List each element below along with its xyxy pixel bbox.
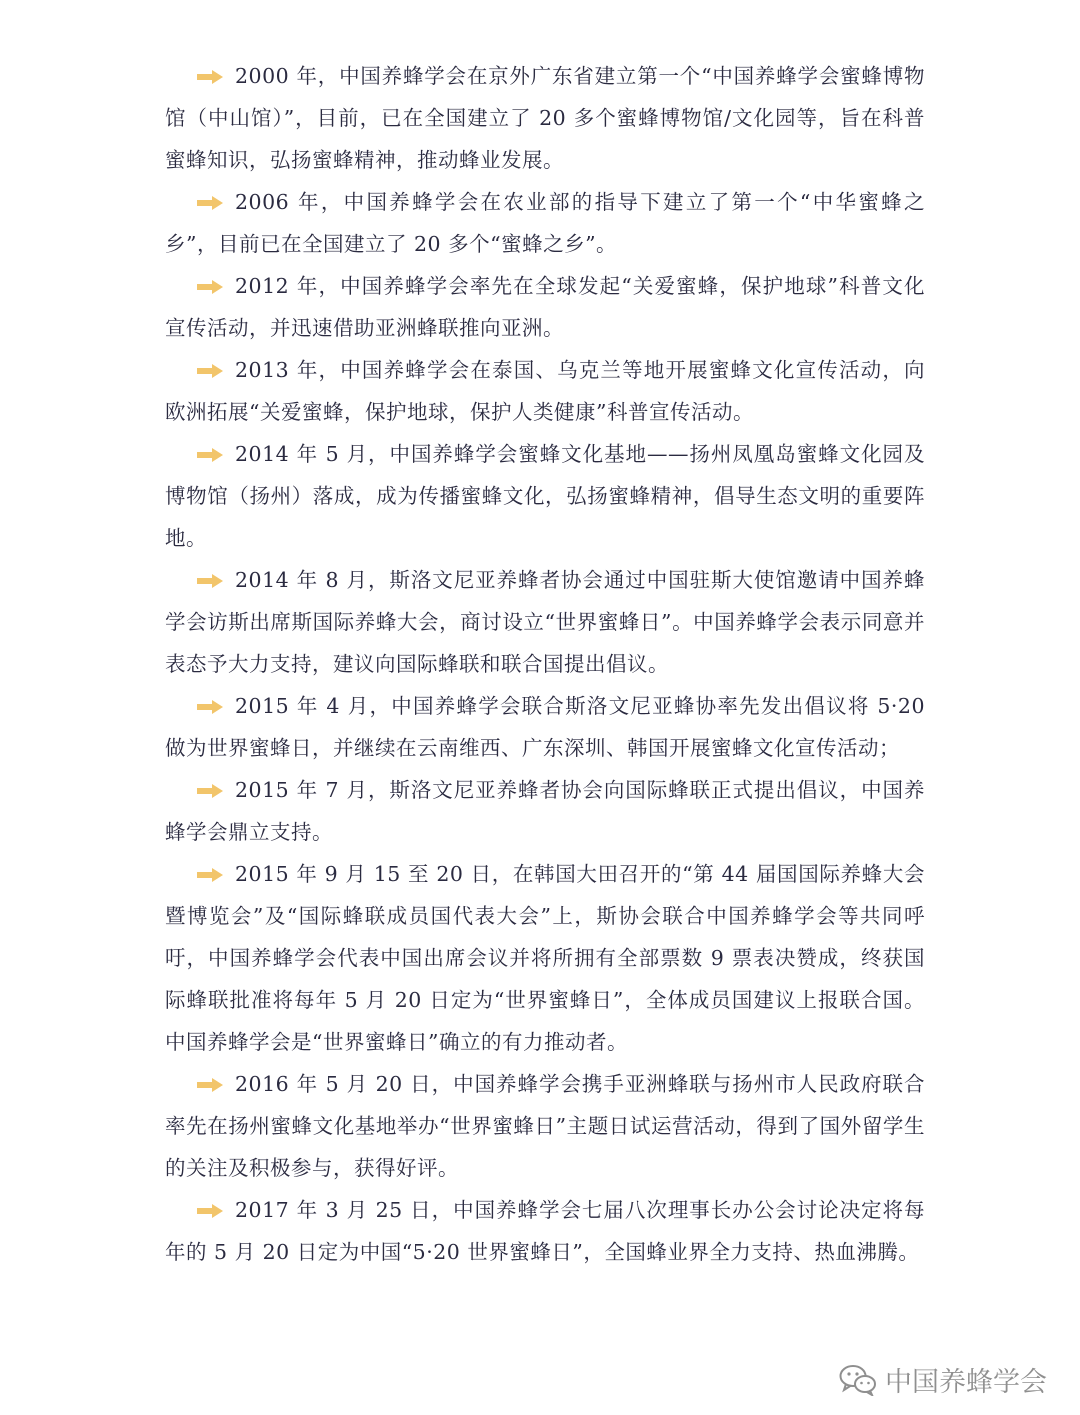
right-arrow-icon <box>197 364 223 378</box>
right-arrow-icon <box>197 196 223 210</box>
watermark <box>839 1360 1047 1399</box>
paragraph-text: 2015 年 9 月 15 至 20 日，在韩国大田召开的“第 44 届国国际养蜂大会暨博览会”及“国际蜂联成员国代表大会”上，斯协会联合中国养蜂学会等共同呼吁，中国养蜂学会代表中国出席会议并将所拥有全部票数 9 票表决赞成，终获国际蜂联批准将每年 5 月 20 日定为“世界蜜蜂日”，全体成员国建议上报联合国。中国养蜂学会是“世界蜜蜂日”确立的有力推动者。 <box>165 862 925 1054</box>
right-arrow-icon <box>197 1078 223 1092</box>
timeline-paragraph <box>165 181 925 265</box>
right-arrow-icon <box>197 1204 223 1218</box>
right-arrow-icon <box>197 574 223 588</box>
timeline-paragraph <box>165 433 925 559</box>
timeline-paragraph <box>165 55 925 181</box>
timeline-paragraph <box>165 349 925 433</box>
timeline-paragraph <box>165 769 925 853</box>
timeline-paragraph <box>165 1189 925 1273</box>
wechat-icon <box>839 1364 877 1396</box>
document-body <box>165 55 925 1273</box>
right-arrow-icon <box>197 280 223 294</box>
timeline-paragraph <box>165 853 925 1063</box>
paragraph-text: 2017 年 3 月 25 日，中国养蜂学会七届八次理事长办公会讨论决定将每年的 5 月 20 日定为中国“5·20 世界蜜蜂日”，全国蜂业界全力支持、热血沸腾。 <box>165 1198 925 1264</box>
right-arrow-icon <box>197 448 223 462</box>
timeline-paragraph <box>165 559 925 685</box>
right-arrow-icon <box>197 868 223 882</box>
paragraph-text: 2015 年 4 月，中国养蜂学会联合斯洛文尼亚蜂协率先发出倡议将 5·20 做为世界蜜蜂日，并继续在云南维西、广东深圳、韩国开展蜜蜂文化宣传活动； <box>165 694 925 760</box>
timeline-paragraph <box>165 265 925 349</box>
watermark-text: 中国养蜂学会 <box>885 1367 1047 1398</box>
right-arrow-icon <box>197 784 223 798</box>
paragraph-text: 2014 年 8 月，斯洛文尼亚养蜂者协会通过中国驻斯大使馆邀请中国养蜂学会访斯出席斯国际养蜂大会，商讨设立“世界蜜蜂日”。中国养蜂学会表示同意并表态予大力支持，建议向国际蜂联和联合国提出倡议。 <box>165 568 925 676</box>
right-arrow-icon <box>197 700 223 714</box>
timeline-paragraph <box>165 1063 925 1189</box>
paragraph-text: 2015 年 7 月，斯洛文尼亚养蜂者协会向国际蜂联正式提出倡议，中国养蜂学会鼎立支持。 <box>165 778 925 844</box>
paragraph-text: 2013 年，中国养蜂学会在泰国、乌克兰等地开展蜜蜂文化宣传活动，向欧洲拓展“关爱蜜蜂，保护地球，保护人类健康”科普宣传活动。 <box>165 358 925 424</box>
timeline-paragraph <box>165 685 925 769</box>
paragraph-text: 2016 年 5 月 20 日，中国养蜂学会携手亚洲蜂联与扬州市人民政府联合率先在扬州蜜蜂文化基地举办“世界蜜蜂日”主题日试运营活动，得到了国外留学生的关注及积极参与，获得好评。 <box>165 1072 925 1180</box>
paragraph-text: 2012 年，中国养蜂学会率先在全球发起“关爱蜜蜂，保护地球”科普文化宣传活动，并迅速借助亚洲蜂联推向亚洲。 <box>165 274 925 340</box>
paragraph-text: 2006 年，中国养蜂学会在农业部的指导下建立了第一个“中华蜜蜂之乡”，目前已在全国建立了 20 多个“蜜蜂之乡”。 <box>165 190 925 256</box>
paragraph-text: 2000 年，中国养蜂学会在京外广东省建立第一个“中国养蜂学会蜜蜂博物馆（中山馆）”，目前，已在全国建立了 20 多个蜜蜂博物馆/文化园等，旨在科普蜜蜂知识，弘扬蜜蜂精神，推动蜂业发展。 <box>165 64 925 172</box>
paragraph-text: 2014 年 5 月，中国养蜂学会蜜蜂文化基地——扬州凤凰岛蜜蜂文化园及博物馆（扬州）落成，成为传播蜜蜂文化，弘扬蜜蜂精神，倡导生态文明的重要阵地。 <box>165 442 925 550</box>
right-arrow-icon <box>197 70 223 84</box>
